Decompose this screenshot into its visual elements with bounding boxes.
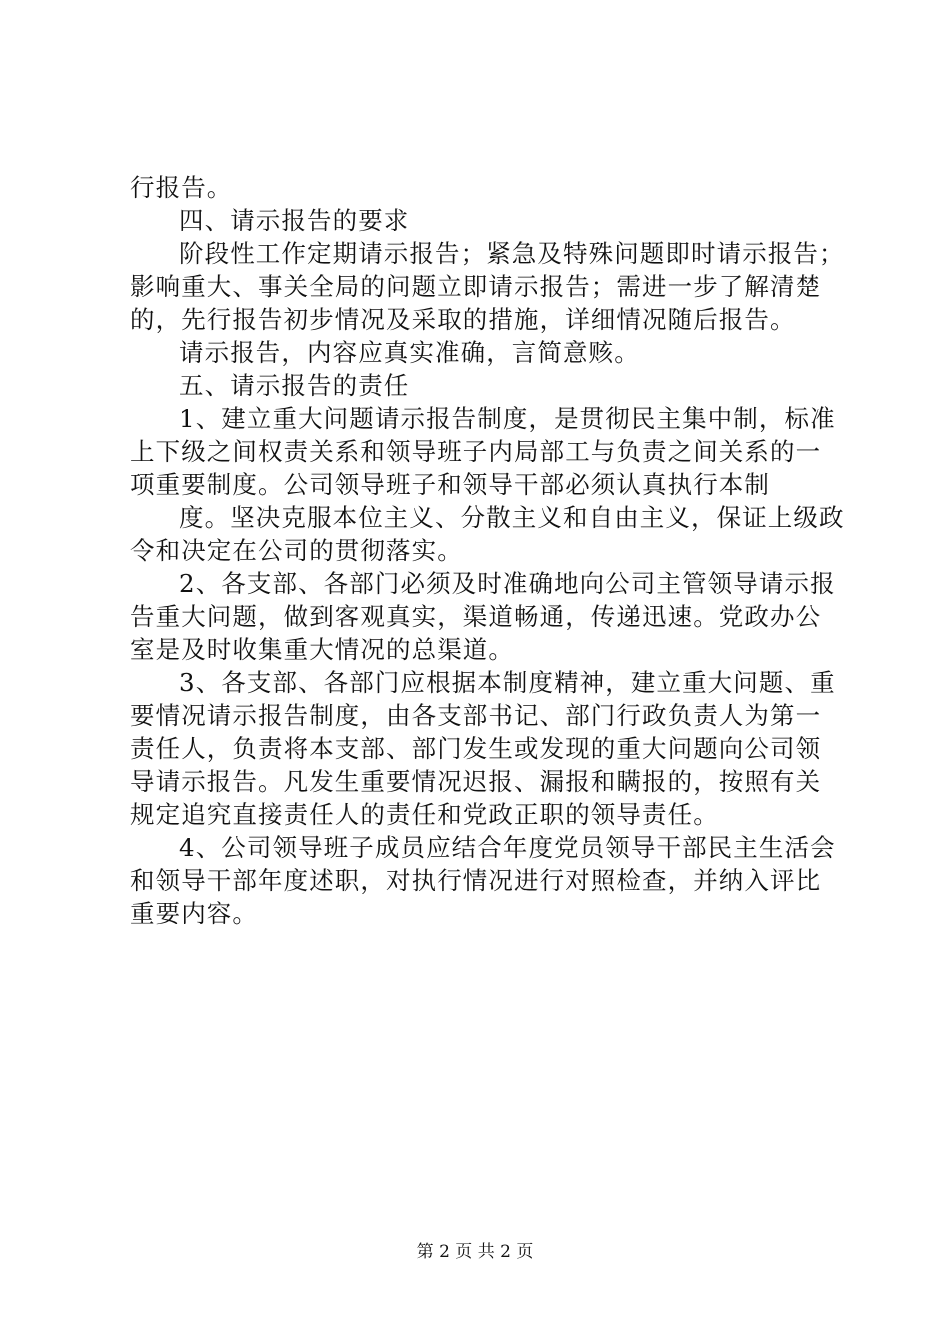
- page-number-footer: 第 2 页 共 2 页: [416, 1242, 534, 1262]
- text-line: 责任人，负责将本支部、部门发生或发现的重大问题向公司领: [130, 734, 822, 763]
- text-line: 2、各支部、各部门必须及时准确地向公司主管领导请示报: [179, 569, 836, 598]
- text-line: 要情况请示报告制度，由各支部书记、部门行政负责人为第一: [130, 701, 822, 730]
- text-line: 影响重大、事关全局的问题立即请示报告；需进一步了解清楚: [130, 272, 822, 301]
- text-line: 阶段性工作定期请示报告；紧急及特殊问题即时请示报告；: [179, 239, 845, 268]
- text-line: 规定追究直接责任人的责任和党政正职的领导责任。: [130, 800, 719, 829]
- text-line: 4、公司领导班子成员应结合年度党员领导干部民主生活会: [179, 833, 836, 862]
- text-line: 行报告。: [130, 173, 233, 202]
- text-line: 3、各支部、各部门应根据本制度精神，建立重大问题、重: [179, 668, 836, 697]
- text-line: 和领导干部年度述职，对执行情况进行对照检查，并纳入评比: [130, 866, 822, 895]
- text-line: 度。坚决克服本位主义、分散主义和自由主义，保证上级政: [179, 503, 845, 532]
- text-line: 的，先行报告初步情况及采取的措施，详细情况随后报告。: [130, 305, 796, 334]
- text-line: 告重大问题，做到客观真实，渠道畅通，传递迅速。党政办公: [130, 602, 822, 631]
- text-line: 导请示报告。凡发生重要情况迟报、漏报和瞒报的，按照有关: [130, 767, 822, 796]
- text-line: 项重要制度。公司领导班子和领导干部必须认真执行本制: [130, 470, 770, 499]
- section-heading: 五、请示报告的责任: [179, 371, 410, 400]
- text-line: 请示报告，内容应真实准确，言简意赅。: [179, 338, 640, 367]
- text-line: 1、建立重大问题请示报告制度，是贯彻民主集中制，标准: [179, 404, 836, 433]
- text-line: 上下级之间权责关系和领导班子内局部工与负责之间关系的一: [130, 437, 822, 466]
- text-line: 室是及时收集重大情况的总渠道。: [130, 635, 514, 664]
- section-heading: 四、请示报告的要求: [179, 206, 410, 235]
- text-line: 重要内容。: [130, 899, 258, 928]
- text-line: 令和决定在公司的贯彻落实。: [130, 536, 463, 565]
